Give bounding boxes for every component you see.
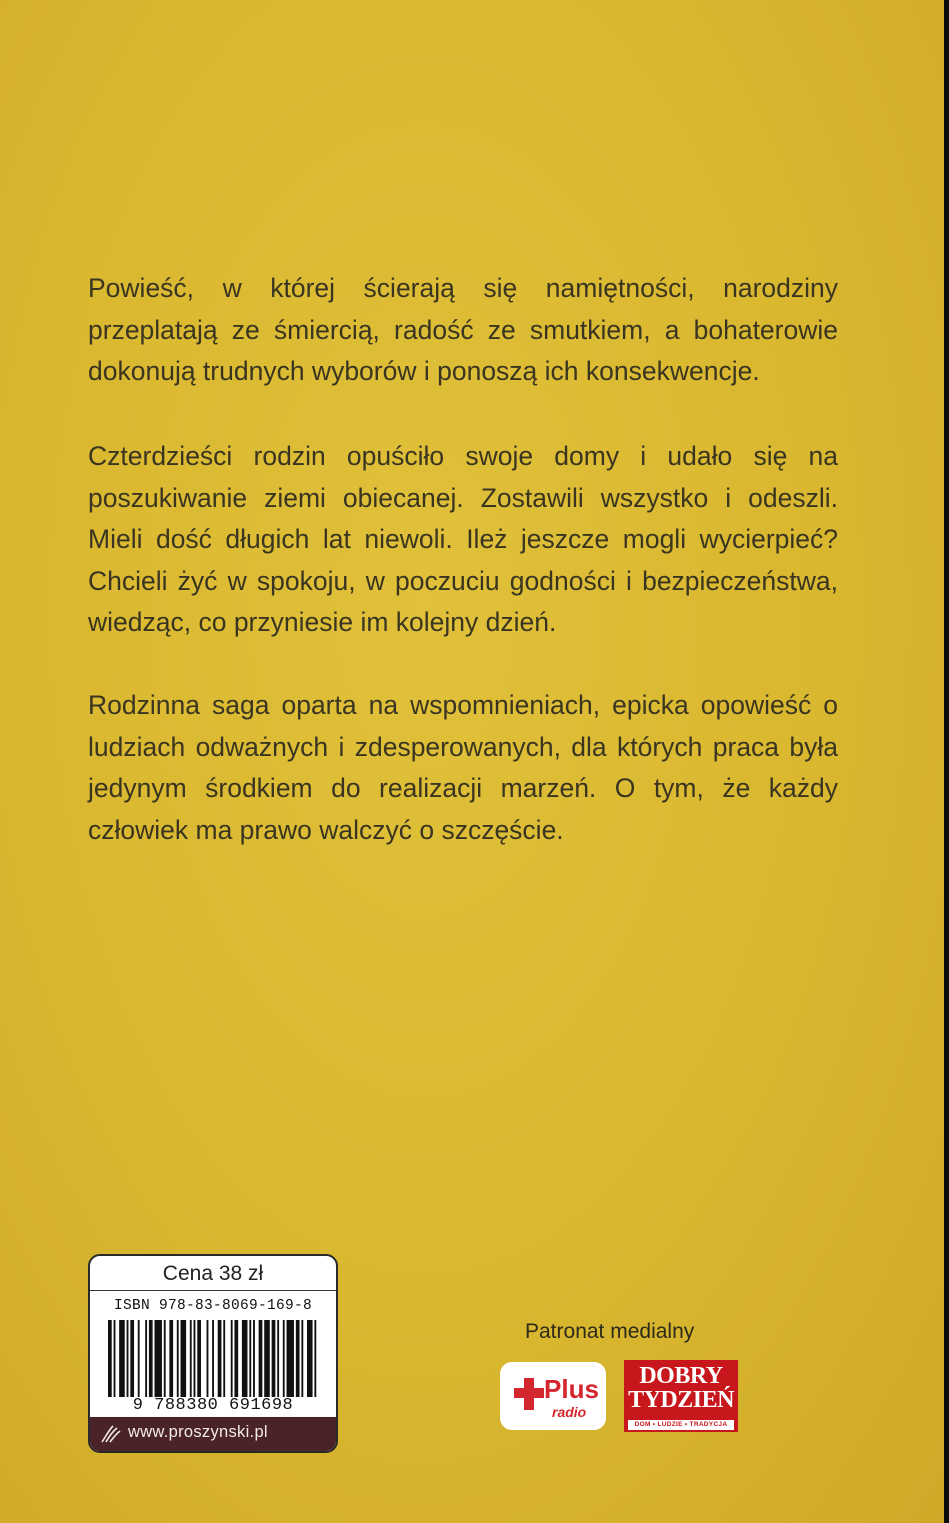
patronat-label: Patronat medialny (525, 1320, 695, 1343)
barcode-bar (296, 1320, 300, 1397)
barcode-bar (138, 1320, 140, 1397)
barcode-bar (119, 1320, 125, 1397)
barcode-bar (234, 1320, 238, 1397)
barcode-bar (259, 1320, 263, 1397)
barcode-bar (114, 1320, 116, 1397)
barcode-bar (277, 1320, 279, 1397)
barcode-bar (145, 1320, 147, 1397)
barcode-bar (283, 1320, 285, 1397)
barcode-bar (190, 1320, 192, 1397)
barcode-label (88, 1254, 338, 1453)
barcode-bar (149, 1320, 153, 1397)
dobry-tydzien-logo (624, 1360, 738, 1432)
plus-logo-word: Plus (544, 1374, 599, 1404)
barcode-bars (108, 1320, 320, 1397)
barcode-bar (253, 1320, 255, 1397)
barcode-bar (177, 1320, 179, 1397)
barcode-bar (301, 1320, 303, 1397)
price-text: Cena 38 zł (162, 1262, 264, 1285)
barcode-digits: 9 788380 691698 (132, 1396, 294, 1415)
barcode-bar (197, 1320, 201, 1397)
barcode-bar (130, 1320, 134, 1397)
plus-radio-logo (500, 1362, 606, 1430)
publisher-url: www.proszynski.pl (128, 1423, 268, 1441)
barcode-bar (314, 1320, 316, 1397)
barcode-bar (169, 1320, 173, 1397)
barcode-bar (194, 1320, 196, 1397)
barcode-bar (164, 1320, 166, 1397)
barcode-bar (264, 1320, 270, 1397)
barcode-bar (212, 1320, 214, 1397)
barcode-bar (231, 1320, 233, 1397)
barcode-bar (181, 1320, 187, 1397)
price-divider (90, 1290, 336, 1291)
barcode-bar (249, 1320, 251, 1397)
plus-radio-logo-icon (500, 1362, 606, 1430)
barcode-bar (287, 1320, 294, 1397)
cover-edge (944, 0, 949, 1523)
barcode-bar (307, 1320, 313, 1397)
barcode-bar (207, 1320, 209, 1397)
publisher-url-strip (90, 1417, 336, 1451)
barcode-bar (242, 1320, 248, 1397)
blurb-paragraph-3: Rodzinna saga oparta na wspomnieniach, epicka opowieść o ludziach odważnych i zdesperowanych, dla których praca była jedynym środkiem do realizacji marzeń. O tym, że każdy człowiek ma prawo walczyć o szczęście. (88, 690, 838, 845)
dobry-logo-tagline: DOM • LUDZIE • TRADYCJA (628, 1420, 734, 1430)
barcode-bar (108, 1320, 112, 1397)
barcode-bar (223, 1320, 225, 1397)
dobry-logo-top: DOBRY (639, 1363, 723, 1389)
blurb-paragraph-2: Czterdzieści rodzin opuściło swoje domy i udało się na poszukiwanie ziemi obiecanej. Zostawili wszystko i odeszli. Mieli dość długich lat niewoli. Ileż jeszcze mogli wycierpieć? Chcieli żyć w spokoju, w poczuciu godności i bezpieczeństwa, wiedząc, co przyniesie im kolejny dzień. (88, 441, 838, 637)
barcode-bar (272, 1320, 276, 1397)
radio-logo-word: radio (552, 1404, 587, 1420)
blurb-paragraph-1: Powieść, w której ścierają się namiętności, narodziny przeplatają ze śmiercią, radość ze smutkiem, a bohaterowie dokonują trudnych wyborów i ponoszą ich konsekwencje. (88, 273, 838, 386)
barcode-bar (154, 1320, 161, 1397)
barcode-bar (218, 1320, 222, 1397)
dobry-logo-bottom: TYDZIEŃ (628, 1387, 734, 1413)
isbn-text: ISBN 978-83-8069-169-8 (113, 1298, 313, 1314)
publisher-logo-icon (100, 1424, 122, 1444)
barcode-bar (127, 1320, 129, 1397)
